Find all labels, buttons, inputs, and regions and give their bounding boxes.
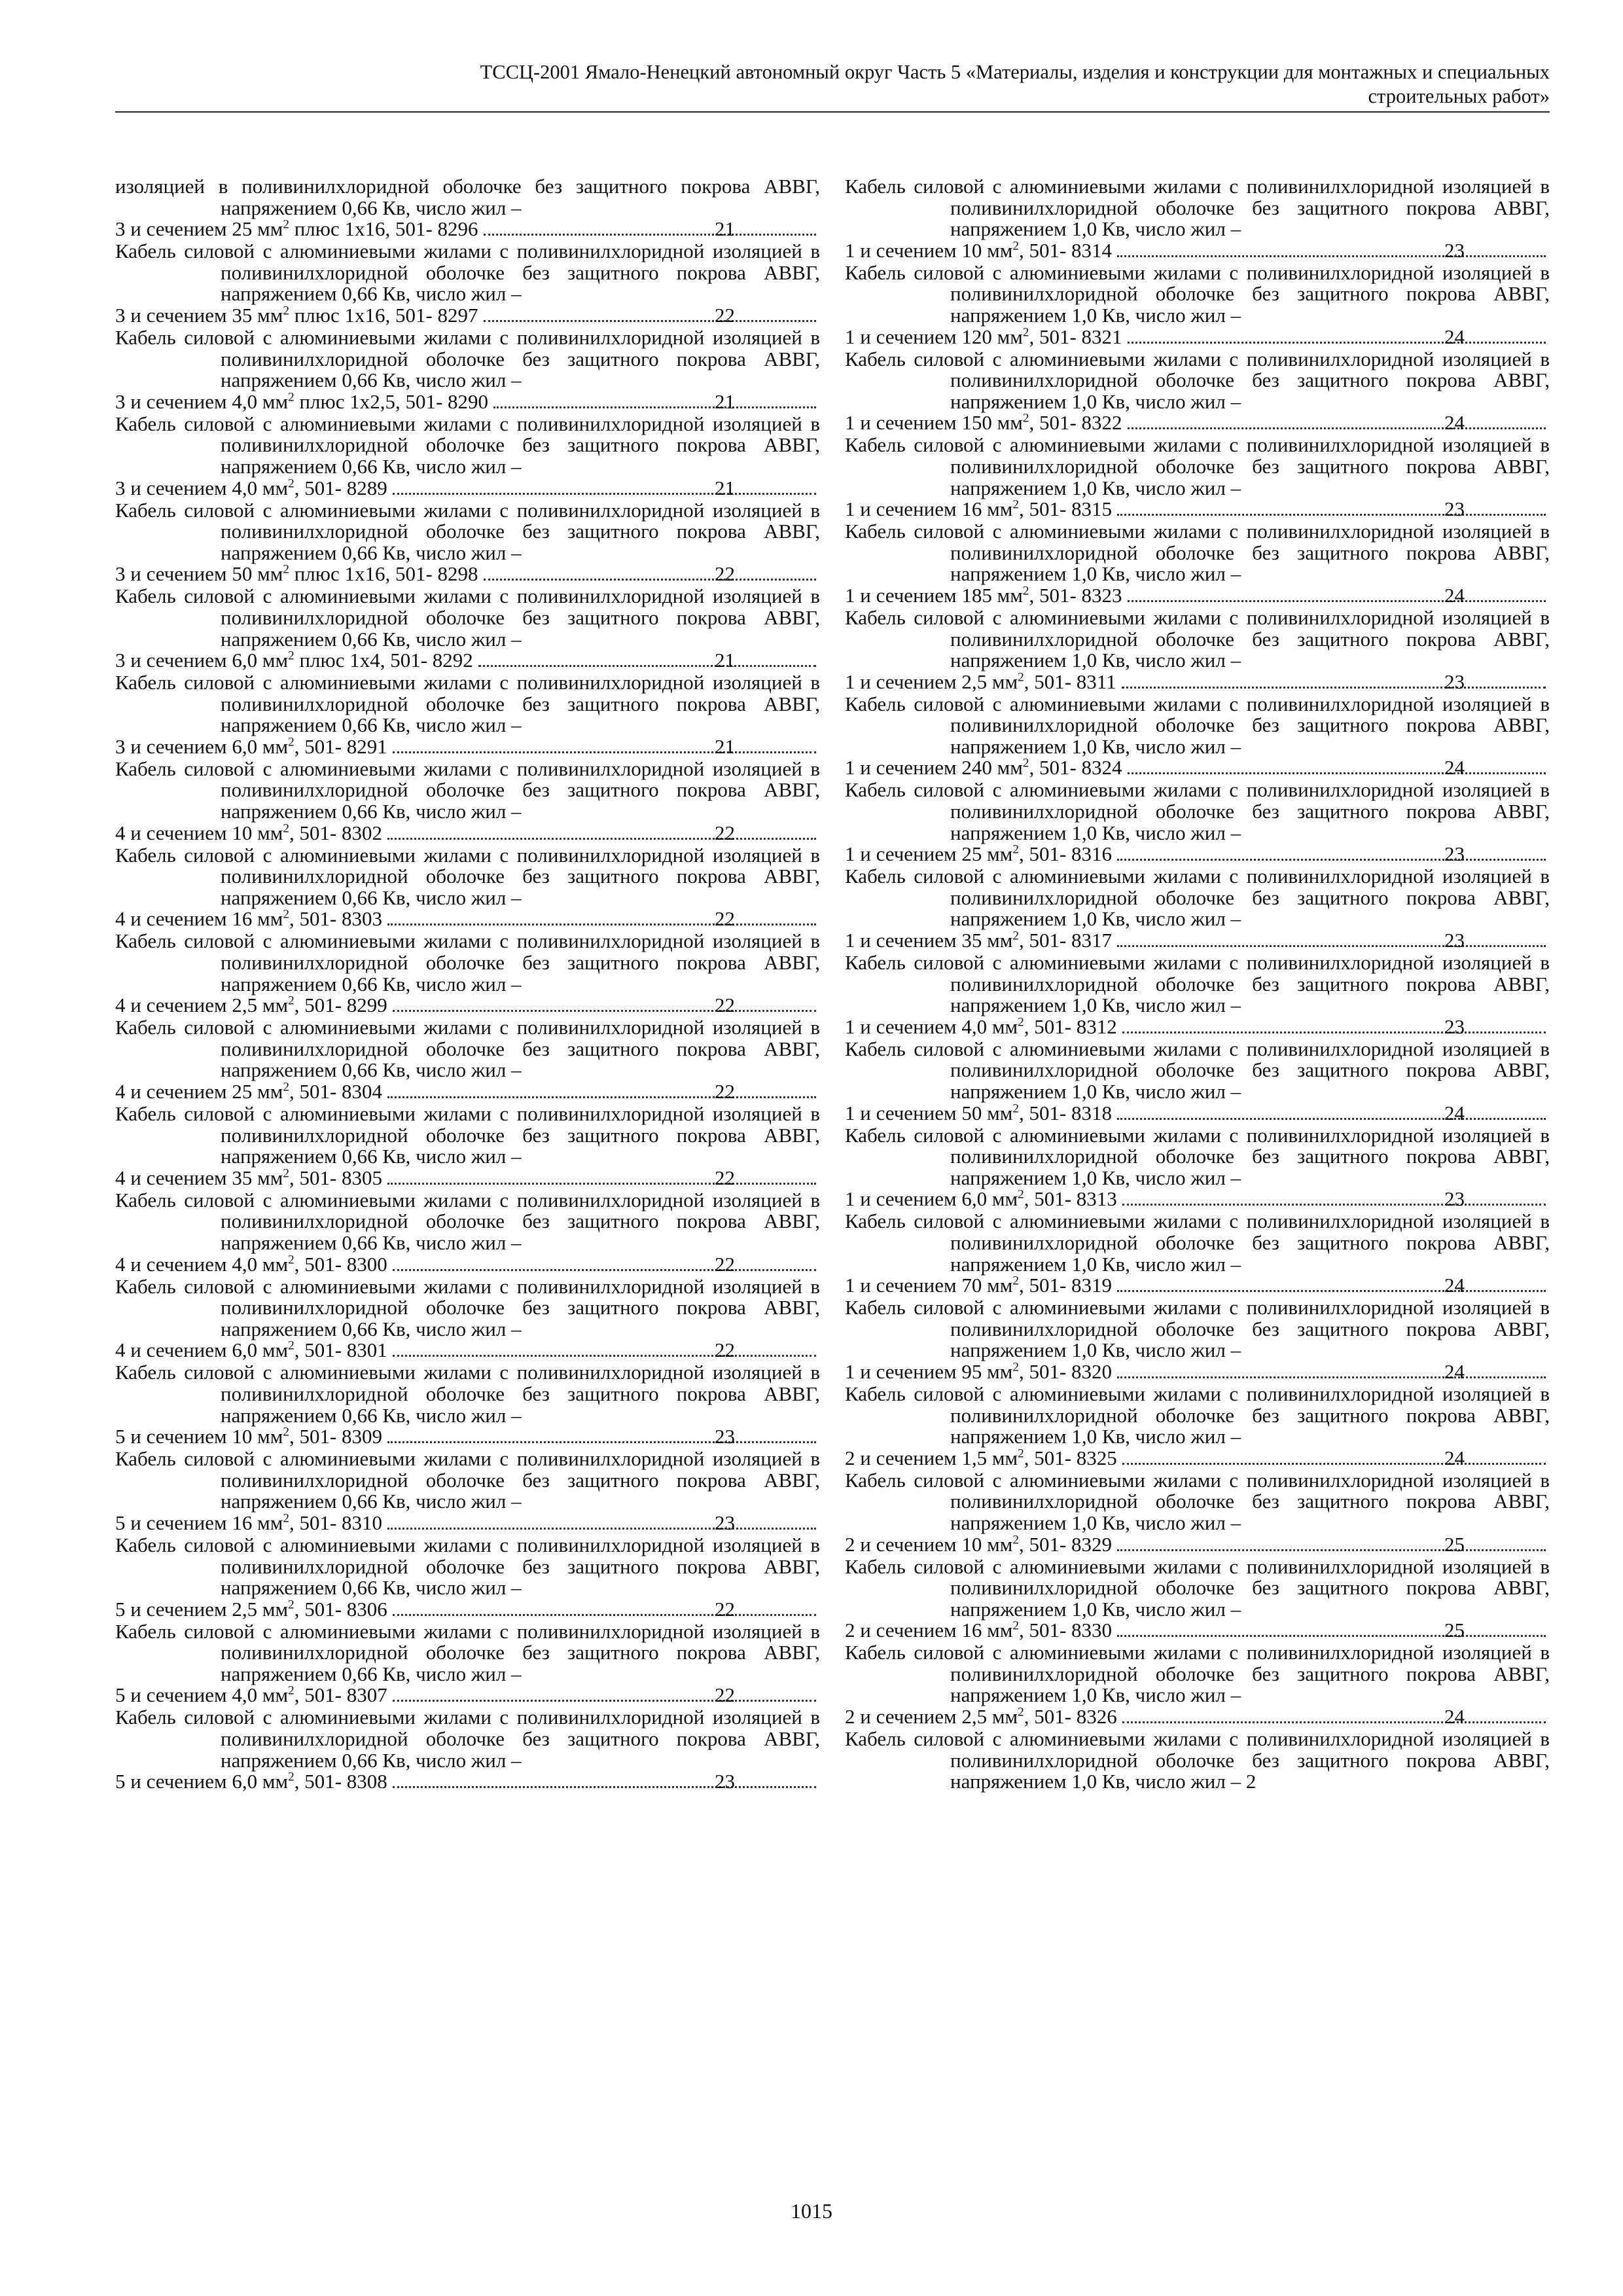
entry-text: Кабель силовой с алюминиевыми жилами с поливинилхлоридной изоляцией в поливинилхлоридной оболочке без защитного покрова АВВГ, напряжением 0,66 Кв, число жил –: [115, 1274, 820, 1340]
entry-text: Кабель силовой с алюминиевыми жилами с поливинилхлоридной изоляцией в поливинилхлоридной оболочке без защитного покрова АВВГ, напряжением 0,66 Кв, число жил –: [115, 1706, 820, 1772]
entry-text-tail: 3 и сечением 4,0 $мм^2$ плюс 1х2,5, 501- 8290: [115, 389, 489, 413]
entry-text: Кабель силовой с алюминиевыми жилами с поливинилхлоридной изоляцией в поливинилхлоридной оболочке без защитного покрова АВВГ, напряжением 1,0 Кв, число жил –: [845, 520, 1550, 586]
entry-text: Кабель силовой с алюминиевыми жилами с поливинилхлоридной изоляцией в поливинилхлоридной оболочке без защитного покрова АВВГ, напряжением 0,66 Кв, число жил –: [115, 929, 820, 996]
entry-text-tail: 1 и сечением 95 $мм^2$, 501- 8320: [845, 1359, 1113, 1383]
entry-text-tail: 1 и сечением 10 $мм^2$, 501- 8314: [845, 238, 1113, 262]
index-entry: Кабель силовой с алюминиевыми жилами с поливинилхлоридной изоляцией в поливинилхлоридной оболочке без защитного покрова АВВГ, напряжением 1,0 Кв, число жил – 1 и сечением 10 $мм^2$, 501- 8314 23: [845, 175, 1550, 262]
entry-text-tail: 3 и сечением 25 $мм^2$ плюс 1х16, 501- 8296: [115, 217, 478, 241]
dot-leader: [478, 665, 816, 667]
entry-text-tail: 3 и сечением 4,0 $мм^2$, 501- 8289: [115, 476, 387, 499]
dot-leader: [1128, 600, 1546, 602]
dot-leader: [493, 406, 816, 408]
entry-text-tail: 1 и сечением 16 $мм^2$, 501- 8315: [845, 497, 1113, 521]
entry-text-tail: 3 и сечением 50 $мм^2$ плюс 1х16, 501- 8298: [115, 562, 478, 586]
entry-text-tail: 2 и сечением 10 $мм^2$, 501- 8329: [845, 1532, 1113, 1556]
entry-text-tail: 1 и сечением 6,0 $мм^2$, 501- 8313: [845, 1187, 1117, 1211]
index-entry: Кабель силовой с алюминиевыми жилами с поливинилхлоридной изоляцией в поливинилхлоридной оболочке без защитного покрова АВВГ, напряжением 0,66 Кв, число жил – 4 и сечением 16 $мм^2$, 501- 8303 22: [115, 843, 820, 931]
entry-text-tail: 5 и сечением 6,0 $мм^2$, 501- 8308: [115, 1770, 387, 1793]
index-entry: Кабель силовой с алюминиевыми жилами с поливинилхлоридной изоляцией в поливинилхлоридной оболочке без защитного покрова АВВГ, напряжением 0,66 Кв, число жил – 3 и сечением 35 $мм^2$ плюс 1х16, 501- 8297 22: [115, 240, 820, 327]
index-entry: Кабель силовой с алюминиевыми жилами с поливинилхлоридной изоляцией в поливинилхлоридной оболочке без защитного покрова АВВГ, напряжением 1,0 Кв, число жил – 1 и сечением 4,0 $мм^2$, 501- 8312 23: [845, 951, 1550, 1038]
index-entry: Кабель силовой с алюминиевыми жилами с поливинилхлоридной изоляцией в поливинилхлоридной оболочке без защитного покрова АВВГ, напряжением 1,0 Кв, число жил – 2 и сечением 1,5 $мм^2$, 501- 8325 24: [845, 1382, 1550, 1469]
dot-leader: [393, 1700, 816, 1702]
index-entry: Кабель силовой с алюминиевыми жилами с поливинилхлоридной изоляцией в поливинилхлоридной оболочке без защитного покрова АВВГ, напряжением 1,0 Кв, число жил – 1 и сечением 2,5 $мм^2$, 501- 8311 23: [845, 605, 1550, 693]
index-entry: Кабель силовой с алюминиевыми жилами с поливинилхлоридной изоляцией в поливинилхлоридной оболочке без защитного покрова АВВГ, напряжением 0,66 Кв, число жил – 4 и сечением 10 $мм^2$, 501- 8302 22: [115, 757, 820, 844]
dot-leader: [1128, 342, 1546, 344]
dot-leader: [1117, 1290, 1546, 1292]
entry-text: Кабель силовой с алюминиевыми жилами с поливинилхлоридной изоляцией в поливинилхлоридной оболочке без защитного покрова АВВГ, напряжением 0,66 Кв, число жил –: [115, 757, 820, 823]
entry-text-tail: 4 и сечением 25 $мм^2$, 501- 8304: [115, 1080, 383, 1103]
index-entry: Кабель силовой с алюминиевыми жилами с поливинилхлоридной изоляцией в поливинилхлоридной оболочке без защитного покрова АВВГ, напряжением 0,66 Кв, число жил – 3 и сечением 4,0 $мм^2$ плюс 1х2,5, 501- 8290 21: [115, 325, 820, 413]
dot-leader: [1117, 1376, 1546, 1378]
dot-leader: [484, 579, 816, 581]
entry-text-tail: 4 и сечением 6,0 $мм^2$, 501- 8301: [115, 1338, 387, 1362]
dot-leader: [1122, 1463, 1546, 1465]
index-entry: Кабель силовой с алюминиевыми жилами с поливинилхлоридной изоляцией в поливинилхлоридной оболочке без защитного покрова АВВГ, напряжением 1,0 Кв, число жил – 1 и сечением 95 $мм^2$, 501- 8320 24: [845, 1296, 1550, 1383]
index-entry: Кабель силовой с алюминиевыми жилами с поливинилхлоридной изоляцией в поливинилхлоридной оболочке без защитного покрова АВВГ, напряжением 1,0 Кв, число жил – 1 и сечением 16 $мм^2$, 501- 8315 23: [845, 433, 1550, 521]
entry-text: Кабель силовой с алюминиевыми жилами с поливинилхлоридной изоляцией в поливинилхлоридной оболочке без защитного покрова АВВГ, напряжением 1,0 Кв, число жил –: [845, 260, 1550, 327]
entry-text-tail: 3 и сечением 6,0 $мм^2$, 501- 8291: [115, 734, 387, 758]
index-entry: Кабель силовой с алюминиевыми жилами с поливинилхлоридной изоляцией в поливинилхлоридной оболочке без защитного покрова АВВГ, напряжением 1,0 Кв, число жил – 1 и сечением 185 $мм^2$, 501- 8323 24: [845, 520, 1550, 607]
dot-leader: [393, 1614, 816, 1616]
entry-text-tail: 1 и сечением 150 $мм^2$, 501- 8322: [845, 411, 1122, 435]
entry-text: Кабель силовой с алюминиевыми жилами с поливинилхлоридной изоляцией в поливинилхлоридной оболочке без защитного покрова АВВГ, напряжением 1,0 Кв, число жил –: [845, 865, 1550, 931]
entry-text-tail: 1 и сечением 4,0 $мм^2$, 501- 8312: [845, 1014, 1117, 1038]
entry-text: Кабель силовой с алюминиевыми жилами с поливинилхлоридной изоляцией в поливинилхлоридной оболочке без защитного покрова АВВГ, напряжением 0,66 Кв, число жил –: [115, 584, 820, 651]
dot-leader: [1122, 1721, 1546, 1723]
header-line-2: строительных работ»: [1368, 85, 1550, 107]
index-entry: Кабель силовой с алюминиевыми жилами с поливинилхлоридной изоляцией в поливинилхлоридной оболочке без защитного покрова АВВГ, напряжением 0,66 Кв, число жил – 5 и сечением 4,0 $мм^2$, 501- 8307 22: [115, 1619, 820, 1707]
dot-leader: [393, 751, 816, 753]
entry-text: Кабель силовой с алюминиевыми жилами с поливинилхлоридной изоляцией в поливинилхлоридной оболочке без защитного покрова АВВГ, напряжением 0,66 Кв, число жил –: [115, 1361, 820, 1427]
dot-leader: [393, 493, 816, 495]
entry-text: Кабель силовой с алюминиевыми жилами с поливинилхлоридной изоляцией в поливинилхлоридной оболочке без защитного покрова АВВГ, напряжением 0,66 Кв, число жил –: [115, 325, 820, 392]
entry-text-tail: 2 и сечением 2,5 $мм^2$, 501- 8326: [845, 1705, 1117, 1729]
dot-leader: [393, 1269, 816, 1271]
dot-leader: [387, 838, 816, 840]
entry-text: Кабель силовой с алюминиевыми жилами с поливинилхлоридной изоляцией в поливинилхлоридной оболочке без защитного покрова АВВГ, напряжением 1,0 Кв, число жил –: [845, 778, 1550, 844]
index-entry: [845, 1729, 1550, 1793]
entry-text: Кабель силовой с алюминиевыми жилами с поливинилхлоридной изоляцией в поливинилхлоридной оболочке без защитного покрова АВВГ, напряжением 0,66 Кв, число жил –: [115, 498, 820, 564]
dot-leader: [484, 234, 816, 236]
entry-text-tail: 3 и сечением 35 $мм^2$ плюс 1х16, 501- 8297: [115, 303, 478, 327]
dot-leader: [1128, 772, 1546, 774]
dot-leader: [393, 1355, 816, 1357]
index-entry: Кабель силовой с алюминиевыми жилами с поливинилхлоридной изоляцией в поливинилхлоридной оболочке без защитного покрова АВВГ, напряжением 0,66 Кв, число жил – 4 и сечением 35 $мм^2$, 501- 8305 22: [115, 1102, 820, 1189]
entry-text-tail: 1 и сечением 35 $мм^2$, 501- 8317: [845, 929, 1113, 952]
dot-leader: [387, 1528, 816, 1530]
index-entry: Кабель силовой с алюминиевыми жилами с поливинилхлоридной изоляцией в поливинилхлоридной оболочке без защитного покрова АВВГ, напряжением 1,0 Кв, число жил – 1 и сечением 120 $мм^2$, 501- 8321 24: [845, 260, 1550, 348]
entry-text-tail: 4 и сечением 2,5 $мм^2$, 501- 8299: [115, 994, 387, 1017]
entry-text: Кабель силовой с алюминиевыми жилами с поливинилхлоридной изоляцией в поливинилхлоридной оболочке без защитного покрова АВВГ, напряжением 1,0 Кв, число жил –: [845, 1123, 1550, 1189]
entry-text: Кабель силовой с алюминиевыми жилами с поливинилхлоридной изоляцией в поливинилхлоридной оболочке без защитного покрова АВВГ, напряжением 0,66 Кв, число жил –: [115, 1188, 820, 1254]
entry-text-tail: 3 и сечением 6,0 $мм^2$ плюс 1х4, 501- 8292: [115, 649, 473, 672]
index-entry: Кабель силовой с алюминиевыми жилами с поливинилхлоридной изоляцией в поливинилхлоридной оболочке без защитного покрова АВВГ, напряжением 0,66 Кв, число жил – 5 и сечением 2,5 $мм^2$, 501- 8306 22: [115, 1533, 820, 1621]
entry-text-tail: 4 и сечением 4,0 $мм^2$, 501- 8300: [115, 1252, 387, 1276]
dot-leader: [387, 1096, 816, 1098]
dot-leader: [1117, 1118, 1546, 1120]
entry-text: Кабель силовой с алюминиевыми жилами с поливинилхлоридной изоляцией в поливинилхлоридной оболочке без защитного покрова АВВГ, напряжением 1,0 Кв, число жил –: [845, 1641, 1550, 1707]
entry-text-tail: 4 и сечением 16 $мм^2$, 501- 8303: [115, 907, 383, 931]
index-entry: Кабель силовой с алюминиевыми жилами с поливинилхлоридной изоляцией в поливинилхлоридной оболочке без защитного покрова АВВГ, напряжением 1,0 Кв, число жил – 1 и сечением 70 $мм^2$, 501- 8319 24: [845, 1210, 1550, 1297]
entry-text-tail: 2 и сечением 16 $мм^2$, 501- 8330: [845, 1619, 1113, 1642]
dot-leader: [387, 1183, 816, 1185]
entry-text: изоляцией в поливинилхлоридной оболочке без защитного покрова АВВГ, напряжением 0,66 Кв, число жил –: [115, 175, 820, 219]
entry-text: Кабель силовой с алюминиевыми жилами с поливинилхлоридной изоляцией в поливинилхлоридной оболочке без защитного покрова АВВГ, напряжением 1,0 Кв, число жил –: [845, 692, 1550, 758]
entry-text: Кабель силовой с алюминиевыми жилами с поливинилхлоридной изоляцией в поливинилхлоридной оболочке без защитного покрова АВВГ, напряжением 0,66 Кв, число жил –: [115, 1102, 820, 1168]
dot-leader: [393, 1786, 816, 1788]
dot-leader: [1117, 945, 1546, 947]
entry-text-tail: 1 и сечением 50 $мм^2$, 501- 8318: [845, 1101, 1113, 1124]
entry-text: Кабель силовой с алюминиевыми жилами с поливинилхлоридной изоляцией в поливинилхлоридной оболочке без защитного покрова АВВГ, напряжением 1,0 Кв, число жил –: [845, 1210, 1550, 1276]
index-entry: Кабель силовой с алюминиевыми жилами с поливинилхлоридной изоляцией в поливинилхлоридной оболочке без защитного покрова АВВГ, напряжением 1,0 Кв, число жил – 2 и сечением 10 $мм^2$, 501- 8329 25: [845, 1468, 1550, 1556]
index-entry: Кабель силовой с алюминиевыми жилами с поливинилхлоридной изоляцией в поливинилхлоридной оболочке без защитного покрова АВВГ, напряжением 1,0 Кв, число жил – 1 и сечением 240 $мм^2$, 501- 8324 24: [845, 692, 1550, 780]
index-entry: Кабель силовой с алюминиевыми жилами с поливинилхлоридной изоляцией в поливинилхлоридной оболочке без защитного покрова АВВГ, напряжением 0,66 Кв, число жил – 4 и сечением 6,0 $мм^2$, 501- 8301 22: [115, 1274, 820, 1362]
entry-text: Кабель силовой с алюминиевыми жилами с поливинилхлоридной изоляцией в поливинилхлоридной оболочке без защитного покрова АВВГ, напряжением 1,0 Кв, число жил –: [845, 175, 1550, 241]
index-entry: Кабель силовой с алюминиевыми жилами с поливинилхлоридной изоляцией в поливинилхлоридной оболочке без защитного покрова АВВГ, напряжением 0,66 Кв, число жил – 3 и сечением 50 $мм^2$ плюс 1х16, 501- 8298 22: [115, 498, 820, 586]
dot-leader: [1122, 1204, 1546, 1206]
running-header: [115, 60, 1550, 113]
index-entry: Кабель силовой с алюминиевыми жилами с поливинилхлоридной изоляцией в поливинилхлоридной оболочке без защитного покрова АВВГ, напряжением 0,66 Кв, число жил – 5 и сечением 16 $мм^2$, 501- 8310 23: [115, 1447, 820, 1534]
entry-text: Кабель силовой с алюминиевыми жилами с поливинилхлоридной изоляцией в поливинилхлоридной оболочке без защитного покрова АВВГ, напряжением 1,0 Кв, число жил –: [845, 1037, 1550, 1103]
dot-leader: [1117, 514, 1546, 516]
entry-text: Кабель силовой с алюминиевыми жилами с поливинилхлоридной изоляцией в поливинилхлоридной оболочке без защитного покрова АВВГ, напряжением 1,0 Кв, число жил –: [845, 1296, 1550, 1362]
entry-text: Кабель силовой с алюминиевыми жилами с поливинилхлоридной изоляцией в поливинилхлоридной оболочке без защитного покрова АВВГ, напряжением 1,0 Кв, число жил –: [845, 605, 1550, 672]
entry-text: Кабель силовой с алюминиевыми жилами с поливинилхлоридной изоляцией в поливинилхлоридной оболочке без защитного покрова АВВГ, напряжением 1,0 Кв, число жил –: [845, 433, 1550, 499]
entry-text-tail: 1 и сечением 185 $мм^2$, 501- 8323: [845, 583, 1122, 607]
index-entry: изоляцией в поливинилхлоридной оболочке без защитного покрова АВВГ, напряжением 0,66 Кв, число жил – 3 и сечением 25 $мм^2$ плюс 1х16, 501- 8296 21: [115, 175, 820, 241]
index-entry: Кабель силовой с алюминиевыми жилами с поливинилхлоридной изоляцией в поливинилхлоридной оболочке без защитного покрова АВВГ, напряжением 0,66 Кв, число жил – 4 и сечением 2,5 $мм^2$, 501- 8299 22: [115, 929, 820, 1017]
entry-text-tail: 5 и сечением 16 $мм^2$, 501- 8310: [115, 1511, 383, 1534]
index-entry: Кабель силовой с алюминиевыми жилами с поливинилхлоридной изоляцией в поливинилхлоридной оболочке без защитного покрова АВВГ, напряжением 1,0 Кв, число жил – 1 и сечением 50 $мм^2$, 501- 8318 24: [845, 1037, 1550, 1124]
entry-text-tail: 5 и сечением 4,0 $мм^2$, 501- 8307: [115, 1683, 387, 1707]
index-column-left: [115, 176, 820, 1793]
dot-leader: [1117, 255, 1546, 257]
entry-text: Кабель силовой с алюминиевыми жилами с поливинилхлоридной изоляцией в поливинилхлоридной оболочке без защитного покрова АВВГ, напряжением 1,0 Кв, число жил –: [845, 951, 1550, 1017]
dot-leader: [387, 1441, 816, 1443]
entry-text: Кабель силовой с алюминиевыми жилами с поливинилхлоридной изоляцией в поливинилхлоридной оболочке без защитного покрова АВВГ, напряжением 1,0 Кв, число жил –: [845, 1554, 1550, 1621]
entry-text: Кабель силовой с алюминиевыми жилами с поливинилхлоридной изоляцией в поливинилхлоридной оболочке без защитного покрова АВВГ, напряжением 0,66 Кв, число жил –: [115, 412, 820, 478]
index-entry: Кабель силовой с алюминиевыми жилами с поливинилхлоридной изоляцией в поливинилхлоридной оболочке без защитного покрова АВВГ, напряжением 1,0 Кв, число жил – 1 и сечением 150 $мм^2$, 501- 8322 24: [845, 347, 1550, 435]
index-entry: Кабель силовой с алюминиевыми жилами с поливинилхлоридной изоляцией в поливинилхлоридной оболочке без защитного покрова АВВГ, напряжением 0,66 Кв, число жил – 5 и сечением 6,0 $мм^2$, 501- 8308 23: [115, 1706, 820, 1793]
page-number: 1015: [791, 2199, 832, 2223]
index-entry: Кабель силовой с алюминиевыми жилами с поливинилхлоридной изоляцией в поливинилхлоридной оболочке без защитного покрова АВВГ, напряжением 0,66 Кв, число жил – 3 и сечением 6,0 $мм^2$, 501- 8291 21: [115, 671, 820, 758]
entry-text: Кабель силовой с алюминиевыми жилами с поливинилхлоридной изоляцией в поливинилхлоридной оболочке без защитного покрова АВВГ, напряжением 1,0 Кв, число жил –: [845, 347, 1550, 413]
index-entry: Кабель силовой с алюминиевыми жилами с поливинилхлоридной изоляцией в поливинилхлоридной оболочке без защитного покрова АВВГ, напряжением 0,66 Кв, число жил – 5 и сечением 10 $мм^2$, 501- 8309 23: [115, 1361, 820, 1448]
dot-leader: [1122, 1031, 1546, 1033]
dot-leader: [1117, 1549, 1546, 1551]
entry-text: Кабель силовой с алюминиевыми жилами с поливинилхлоридной изоляцией в поливинилхлоридной оболочке без защитного покрова АВВГ, напряжением 0,66 Кв, число жил –: [115, 240, 820, 306]
entry-text-tail: 4 и сечением 35 $мм^2$, 501- 8305: [115, 1166, 383, 1189]
index-entry: Кабель силовой с алюминиевыми жилами с поливинилхлоридной изоляцией в поливинилхлоридной оболочке без защитного покрова АВВГ, напряжением 0,66 Кв, число жил – 3 и сечением 6,0 $мм^2$ плюс 1х4, 501- 8292 21: [115, 584, 820, 672]
index-entry: Кабель силовой с алюминиевыми жилами с поливинилхлоридной изоляцией в поливинилхлоридной оболочке без защитного покрова АВВГ, напряжением 1,0 Кв, число жил – 1 и сечением 35 $мм^2$, 501- 8317 23: [845, 865, 1550, 952]
dot-leader: [1122, 687, 1546, 689]
dot-leader: [387, 924, 816, 925]
dot-leader: [1128, 427, 1546, 429]
index-entry: Кабель силовой с алюминиевыми жилами с поливинилхлоридной изоляцией в поливинилхлоридной оболочке без защитного покрова АВВГ, напряжением 1,0 Кв, число жил – 2 и сечением 16 $мм^2$, 501- 8330 25: [845, 1554, 1550, 1642]
entry-text-tail: 4 и сечением 10 $мм^2$, 501- 8302: [115, 821, 383, 844]
entry-text: Кабель силовой с алюминиевыми жилами с поливинилхлоридной изоляцией в поливинилхлоридной оболочке без защитного покрова АВВГ, напряжением 1,0 Кв, число жил –: [845, 1382, 1550, 1448]
entry-text: Кабель силовой с алюминиевыми жилами с поливинилхлоридной изоляцией в поливинилхлоридной оболочке без защитного покрова АВВГ, напряжением 0,66 Кв, число жил –: [115, 843, 820, 909]
entry-text-tail: 5 и сечением 2,5 $мм^2$, 501- 8306: [115, 1597, 387, 1621]
entry-text: Кабель силовой с алюминиевыми жилами с поливинилхлоридной изоляцией в поливинилхлоридной оболочке без защитного покрова АВВГ, напряжением 0,66 Кв, число жил –: [115, 1533, 820, 1600]
index-entry: Кабель силовой с алюминиевыми жилами с поливинилхлоридной изоляцией в поливинилхлоридной оболочке без защитного покрова АВВГ, напряжением 0,66 Кв, число жил – 4 и сечением 4,0 $мм^2$, 501- 8300 22: [115, 1188, 820, 1276]
index-column-right: [845, 176, 1550, 1793]
dot-leader: [1117, 1635, 1546, 1637]
entry-text-tail: 1 и сечением 25 $мм^2$, 501- 8316: [845, 842, 1113, 866]
entry-text: Кабель силовой с алюминиевыми жилами с поливинилхлоридной изоляцией в поливинилхлоридной оболочке без защитного покрова АВВГ, напряжением 0,66 Кв, число жил –: [115, 1619, 820, 1685]
entry-text: Кабель силовой с алюминиевыми жилами с поливинилхлоридной изоляцией в поливинилхлоридной оболочке без защитного покрова АВВГ, напряжением 0,66 Кв, число жил –: [115, 1016, 820, 1082]
index-entry: Кабель силовой с алюминиевыми жилами с поливинилхлоридной изоляцией в поливинилхлоридной оболочке без защитного покрова АВВГ, напряжением 0,66 Кв, число жил – 4 и сечением 25 $мм^2$, 501- 8304 22: [115, 1016, 820, 1103]
entry-text: Кабель силовой с алюминиевыми жилами с поливинилхлоридной изоляцией в поливинилхлоридной оболочке без защитного покрова АВВГ, напряжением 0,66 Кв, число жил –: [115, 671, 820, 737]
dot-leader: [1117, 859, 1546, 861]
dot-leader: [484, 320, 816, 322]
entry-text-tail: 1 и сечением 240 $мм^2$, 501- 8324: [845, 756, 1122, 780]
entry-text-tail: 1 и сечением 120 $мм^2$, 501- 8321: [845, 325, 1122, 348]
index-entry: Кабель силовой с алюминиевыми жилами с поливинилхлоридной изоляцией в поливинилхлоридной оболочке без защитного покрова АВВГ, напряжением 0,66 Кв, число жил – 3 и сечением 4,0 $мм^2$, 501- 8289 21: [115, 412, 820, 499]
index-entry: Кабель силовой с алюминиевыми жилами с поливинилхлоридной изоляцией в поливинилхлоридной оболочке без защитного покрова АВВГ, напряжением 1,0 Кв, число жил – 1 и сечением 6,0 $мм^2$, 501- 8313 23: [845, 1123, 1550, 1211]
entry-text-tail: 5 и сечением 10 $мм^2$, 501- 8309: [115, 1425, 383, 1448]
index-entry: Кабель силовой с алюминиевыми жилами с поливинилхлоридной изоляцией в поливинилхлоридной оболочке без защитного покрова АВВГ, напряжением 1,0 Кв, число жил – 2 и сечением 2,5 $мм^2$, 501- 8326 24: [845, 1641, 1550, 1729]
entry-text: Кабель силовой с алюминиевыми жилами с поливинилхлоридной изоляцией в поливинилхлоридной оболочке без защитного покрова АВВГ, напряжением 1,0 Кв, число жил –: [845, 1468, 1550, 1534]
index-entry: Кабель силовой с алюминиевыми жилами с поливинилхлоридной изоляцией в поливинилхлоридной оболочке без защитного покрова АВВГ, напряжением 1,0 Кв, число жил – 1 и сечением 25 $мм^2$, 501- 8316 23: [845, 778, 1550, 866]
entry-text-tail: 2 и сечением 1,5 $мм^2$, 501- 8325: [845, 1446, 1117, 1469]
dot-leader: [393, 1010, 816, 1012]
entry-text-tail: 1 и сечением 2,5 $мм^2$, 501- 8311: [845, 670, 1116, 693]
entry-text: Кабель силовой с алюминиевыми жилами с поливинилхлоридной изоляцией в поливинилхлоридной оболочке без защитного покрова АВВГ, напряжением 0,66 Кв, число жил –: [115, 1447, 820, 1513]
header-line-1: ТССЦ-2001 Ямало-Ненецкий автономный округ Часть 5 «Материалы, изделия и конструкции для монтажных и специальных: [480, 61, 1550, 83]
entry-text-tail: 1 и сечением 70 $мм^2$, 501- 8319: [845, 1274, 1113, 1297]
entry-text: Кабель силовой с алюминиевыми жилами с поливинилхлоридной изоляцией в поливинилхлоридной оболочке без защитного покрова АВВГ, напряжением 1,0 Кв, число жил – 2: [845, 1727, 1550, 1793]
